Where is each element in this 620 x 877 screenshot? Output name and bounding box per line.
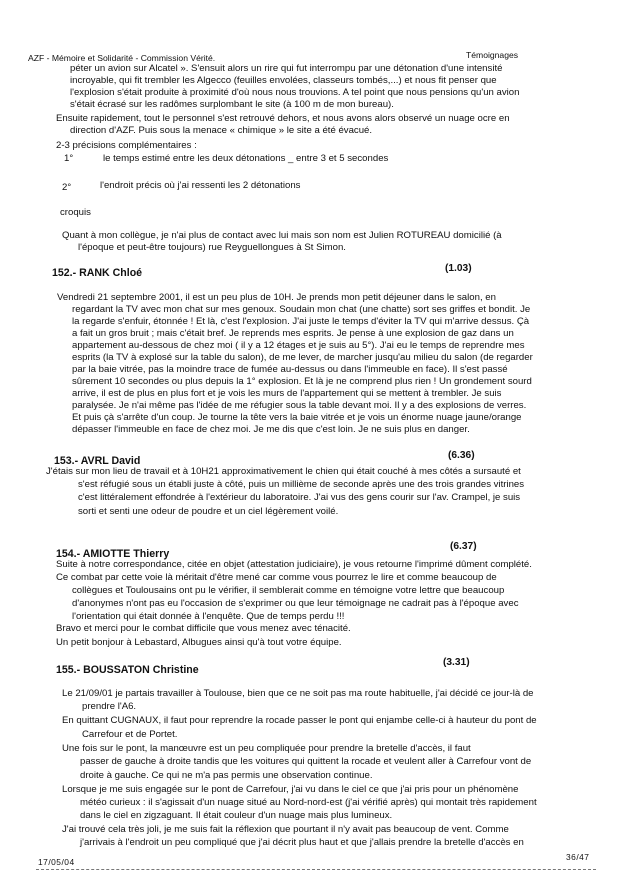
testimony-line: paralysée. Je n'ai même pas l'idée de me réfugier sous la table devant moi. Il y a des explosions de verres. — [72, 400, 527, 411]
testimony-line: Bravo et merci pour le combat difficile que vous menez avec ténacité. — [56, 623, 351, 634]
footer-divider — [36, 869, 596, 870]
footer-date: 17/05/04 — [38, 857, 75, 867]
testimony-line: s'est réfugié sous un établi juste à côté, puis un millième de seconde après une des trois grandes vitrines — [78, 479, 525, 490]
testimony-line: Ce combat par cette voie là méritait d'être mené car comme vous pourrez le lire et comme beaucoup de — [56, 572, 497, 583]
testimony-title: 152.- RANK Chloé — [52, 267, 143, 279]
testimony-line: regardant la TV avec mon chat sur mes genoux. Soudain mon chat (une chatte) sort ses griffes et bondit. Je — [72, 304, 531, 315]
intro-line: incroyable, qui fit trembler les Algecco (feuilles envolées, classeurs tombés,...) et nous fit penser que — [70, 75, 497, 86]
testimony-line: j'arrivais à l'endroit un peu compliqué que j'ai décrit plus haut et que j'allais prendre la bretelle d'accès en — [80, 837, 524, 848]
testimony-line: Et puis çà s'arrête d'un coup. Je tourne la tête vers la baie vitrée et je vois un énorme nuage jaune/orange — [72, 412, 522, 423]
testimony-line: Carrefour et de Portet. — [82, 729, 178, 740]
intro-line: Ensuite rapidement, tout le personnel s'est retrouvé dehors, et nous avons alors observé un nuage ocre en — [56, 113, 510, 124]
croquis-label: croquis — [60, 207, 91, 218]
testimony-code: (6.37) — [450, 541, 477, 552]
testimony-line: J'étais sur mon lieu de travail et à 10H21 approximativement le chien qui était couché à mes côtés a sursauté et — [46, 466, 521, 477]
colleague-line: l'époque et peut-être toujours) rue Reyguellongues à St Simon. — [78, 242, 346, 253]
intro-line: l'explosion s'était produite à proximité d'où nous nous trouvions. A tel point que nous pensions qu'un avion — [70, 87, 520, 98]
testimony-line: Le 21/09/01 je partais travailler à Toulouse, bien que ce ne soit pas ma route habituelle, j'ai décidé ce jour-là de — [62, 688, 534, 699]
testimony-line: dans le ciel en zigzaguant. Il était couleur d'un nuage mais plus lumineux. — [80, 810, 393, 821]
testimony-line: appartement au-dessous de chez moi ( il y a 12 étages et je suis au 5°). J'ai eu le temps de reprendre mes — [72, 340, 525, 351]
testimony-line: Suite à notre correspondance, citée en objet (attestation judiciaire), je vous retourne l'imprimé dûment complété. — [56, 559, 532, 570]
testimony-line: esprits (la TV à explosé sur la table du salon), de me lever, de marcher jusqu'au milieu du salon (de regarder — [72, 352, 533, 363]
intro-line: péter un avion sur Alcatel ». S'ensuit alors un rire qui fut interrompu par une détonation d'une intensité — [70, 63, 503, 74]
testimony-line: Lorsque je me suis engagée sur le pont de Carrefour, j'ai vu dans le ciel ce que j'ai pris pour un phénomène — [62, 784, 519, 795]
testimony-line: droite à gauche. Ce qui ne m'a pas permis une observation continue. — [80, 770, 373, 781]
testimony-line: arrive, il est de plus en plus fort et je vois les murs de l'appartement qui se mettent à trembler. Je suis — [72, 388, 502, 399]
testimony-code: (6.36) — [448, 450, 475, 461]
header-title: AZF - Mémoire et Solidarité - Commission Vérité. — [28, 53, 216, 63]
testimony-line: a fait un gros bruit ; mais c'était bref. Je reprends mes esprits. Je pense à une explosion de gaz dans un — [72, 328, 514, 339]
list-number: 2° — [62, 182, 72, 193]
intro-line: direction d'AZF. Puis sous la menace « chimique » le site a été évacué. — [70, 125, 373, 136]
testimony-line: collègues et Toulousains ont pu le vérifier, il semblerait comme en témoigne votre lettre que beaucoup — [72, 585, 505, 596]
testimony-code: (3.31) — [443, 657, 470, 668]
testimony-line: sorti et senti une odeur de poudre et un ciel légèrement voilé. — [78, 506, 339, 517]
testimony-line: Un petit bonjour à Lebastard, Albugues ainsi qu'à tout votre équipe. — [56, 637, 342, 648]
testimony-line: dépasser l'immeuble en face de chez moi. Je me dis que c'est loin. Je ne suis plus en danger. — [72, 424, 470, 435]
list-item: le temps estimé entre les deux détonations _ entre 3 et 5 secondes — [103, 153, 389, 164]
testimony-title: 153.- AVRL David — [54, 455, 141, 467]
testimony-title: 154.- AMIOTTE Thierry — [56, 548, 170, 560]
testimony-line: d'anonymes n'ont pas eu l'occasion de s'exprimer ou que leur témoignage ne cadrait pas à l'époque avec — [72, 598, 519, 609]
testimony-line: En quittant CUGNAUX, il faut pour reprendre la rocade passer le pont qui enjambe celle-ci à hauteur du pont de — [62, 715, 537, 726]
page-number: 36/47 — [566, 852, 590, 862]
testimony-line: J'ai trouvé cela très joli, je me suis fait la réflexion que pourtant il n'y avait pas beaucoup de vent. Comme — [62, 824, 509, 835]
testimony-line: c'est littéralement effondrée à l'extérieur du laboratoire. J'ai vus des gens courir sur l'av. Crampel, je suis — [78, 492, 521, 503]
testimony-line: par la baie vitrée, pas la moindre trace de fumée au-dessus ou dans l'immeuble en face). Il s'est passé — [72, 364, 508, 375]
testimony-line: Vendredi 21 septembre 2001, il est un peu plus de 10H. Je prends mon petit déjeuner dans le salon, en — [57, 292, 496, 303]
list-number: 1° — [64, 153, 74, 164]
colleague-line: Quant à mon collègue, je n'ai plus de contact avec lui mais son nom est Julien ROTUREAU domicilié (à — [62, 230, 502, 241]
testimony-line: sûrement 10 secondes ou plus depuis la 1° explosion. Et là je ne comprend plus rien ! Un grondement sourd — [72, 376, 532, 387]
testimony-line: prendre l'A6. — [82, 701, 137, 712]
precisions-title: 2-3 précisions complémentaires : — [56, 140, 197, 151]
list-item: l'endroit précis où j'ai ressenti les 2 détonations — [100, 180, 301, 191]
testimony-line: l'orientation qui était donnée à l'enquête. Que de temps perdu !!! — [72, 611, 345, 622]
header-section: Témoignages — [466, 50, 519, 60]
testimony-code: (1.03) — [445, 263, 472, 274]
testimony-line: Une fois sur le pont, la manœuvre est un peu compliquée pour prendre la bretelle d'accès, il faut — [62, 743, 471, 754]
testimony-line: météo curieux : il s'agissait d'un nuage situé au Nord-nord-est (j'ai vérifié après) qui montait très rapidement — [80, 797, 537, 808]
testimony-title: 155.- BOUSSATON Christine — [56, 664, 199, 676]
intro-line: s'était écrasé sur les radômes surplombant le site (à 100 m de mon bureau). — [70, 99, 394, 110]
testimony-line: la regarde s'enfuir, étonnée ! Et là, c'est l'explosion. J'ai juste le temps d'éviter la TV qui m'arrive dessus. Çà — [72, 316, 530, 327]
testimony-line: passer de gauche à droite tandis que les voitures qui quittent la rocade et veulent aller à Carrefour vont de — [80, 756, 532, 767]
